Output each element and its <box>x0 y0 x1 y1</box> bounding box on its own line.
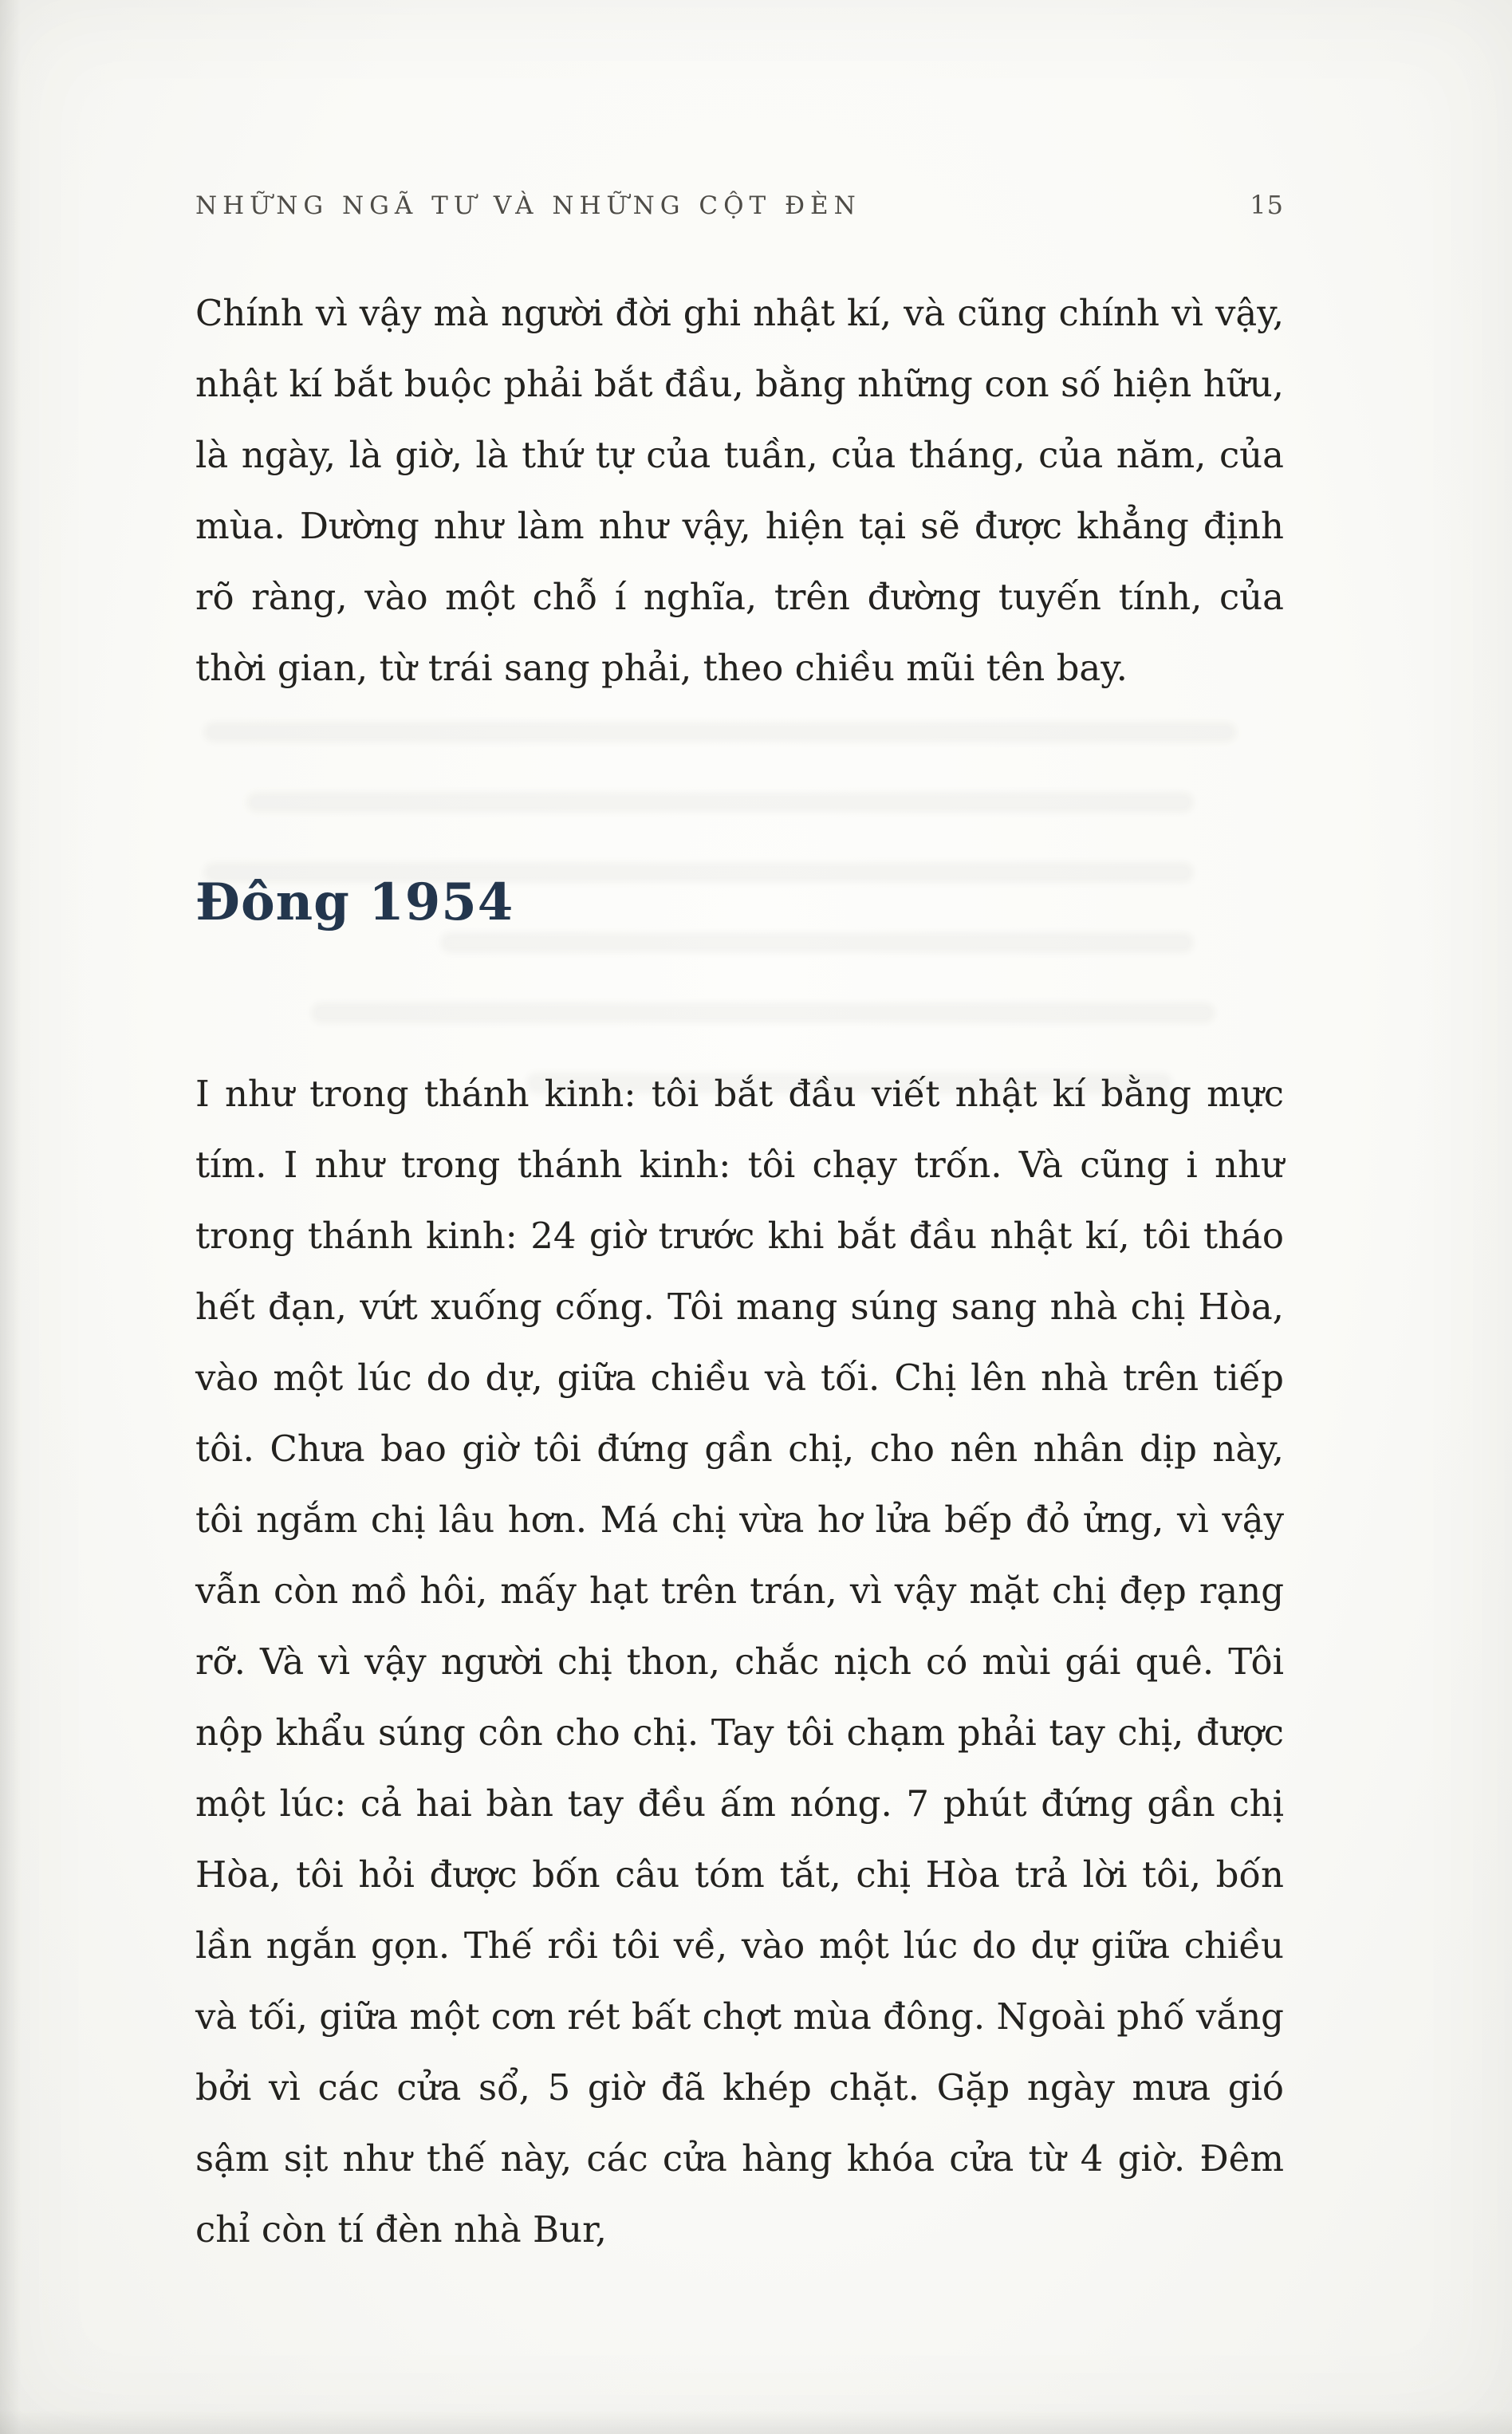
running-title: NHỮNG NGÃ TƯ VÀ NHỮNG CỘT ĐÈN <box>195 191 861 220</box>
paragraph-diary: I như trong thánh kinh: tôi bắt đầu viết nhật kí bằng mực tím. I như trong thánh kinh: tôi chạy trốn. Và cũng i như trong thánh kinh: 24 giờ trước khi bắt đầu nhật kí, tôi tháo hết đạn, vứt xuống cống. Tôi mang súng sang nhà chị Hòa, vào một lúc do dự, giữa chiều và tối. Chị lên nhà trên tiếp tôi. Chưa bao giờ tôi đứng gần chị, cho nên nhân dịp này, tôi ngắm chị lâu hơn. Má chị vừa hơ lửa bếp đỏ ửng, vì vậy vẫn còn mồ hôi, mấy hạt trên trán, vì vậy mặt chị đẹp rạng rỡ. Và vì vậy người chị thon, chắc nịch có mùi gái quê. Tôi nộp khẩu súng côn cho chị. Tay tôi chạm phải tay chị, được một lúc: cả hai bàn tay đều ấm nóng. 7 phút đứng gần chị Hòa, tôi hỏi được bốn câu tóm tắt, chị Hòa trả lời tôi, bốn lần ngắn gọn. Thế rồi tôi về, vào một lúc do dự giữa chiều và tối, giữa một cơn rét bất chợt mùa đông. Ngoài phố vắng bởi vì các cửa sổ, 5 giờ đã khép chặt. Gặp ngày mưa gió sậm sịt như thế này, các cửa hàng khóa cửa từ 4 giờ. Đêm chỉ còn tí đèn nhà Bur, <box>195 1073 1284 2251</box>
ghost-line <box>311 1002 1215 1023</box>
ghost-line <box>246 792 1194 813</box>
page-number: 15 <box>1250 190 1284 220</box>
section-heading: Đông 1954 <box>195 872 514 932</box>
paragraph-intro: Chính vì vậy mà người đời ghi nhật kí, và cũng chính vì vậy, nhật kí bắt buộc phải bắt đầu, bằng những con số hiện hữu, là ngày, là giờ, là thứ tự của tuần, của tháng, của năm, của mùa. Dường như làm như vậy, hiện tại sẽ được khẳng định rõ ràng, vào một chỗ í nghĩa, trên đường tuyến tính, của thời gian, từ trái sang phải, theo chiều mũi tên bay. <box>195 292 1284 689</box>
ghost-line <box>440 932 1194 953</box>
ghost-line <box>203 722 1237 742</box>
running-header <box>195 190 1284 220</box>
